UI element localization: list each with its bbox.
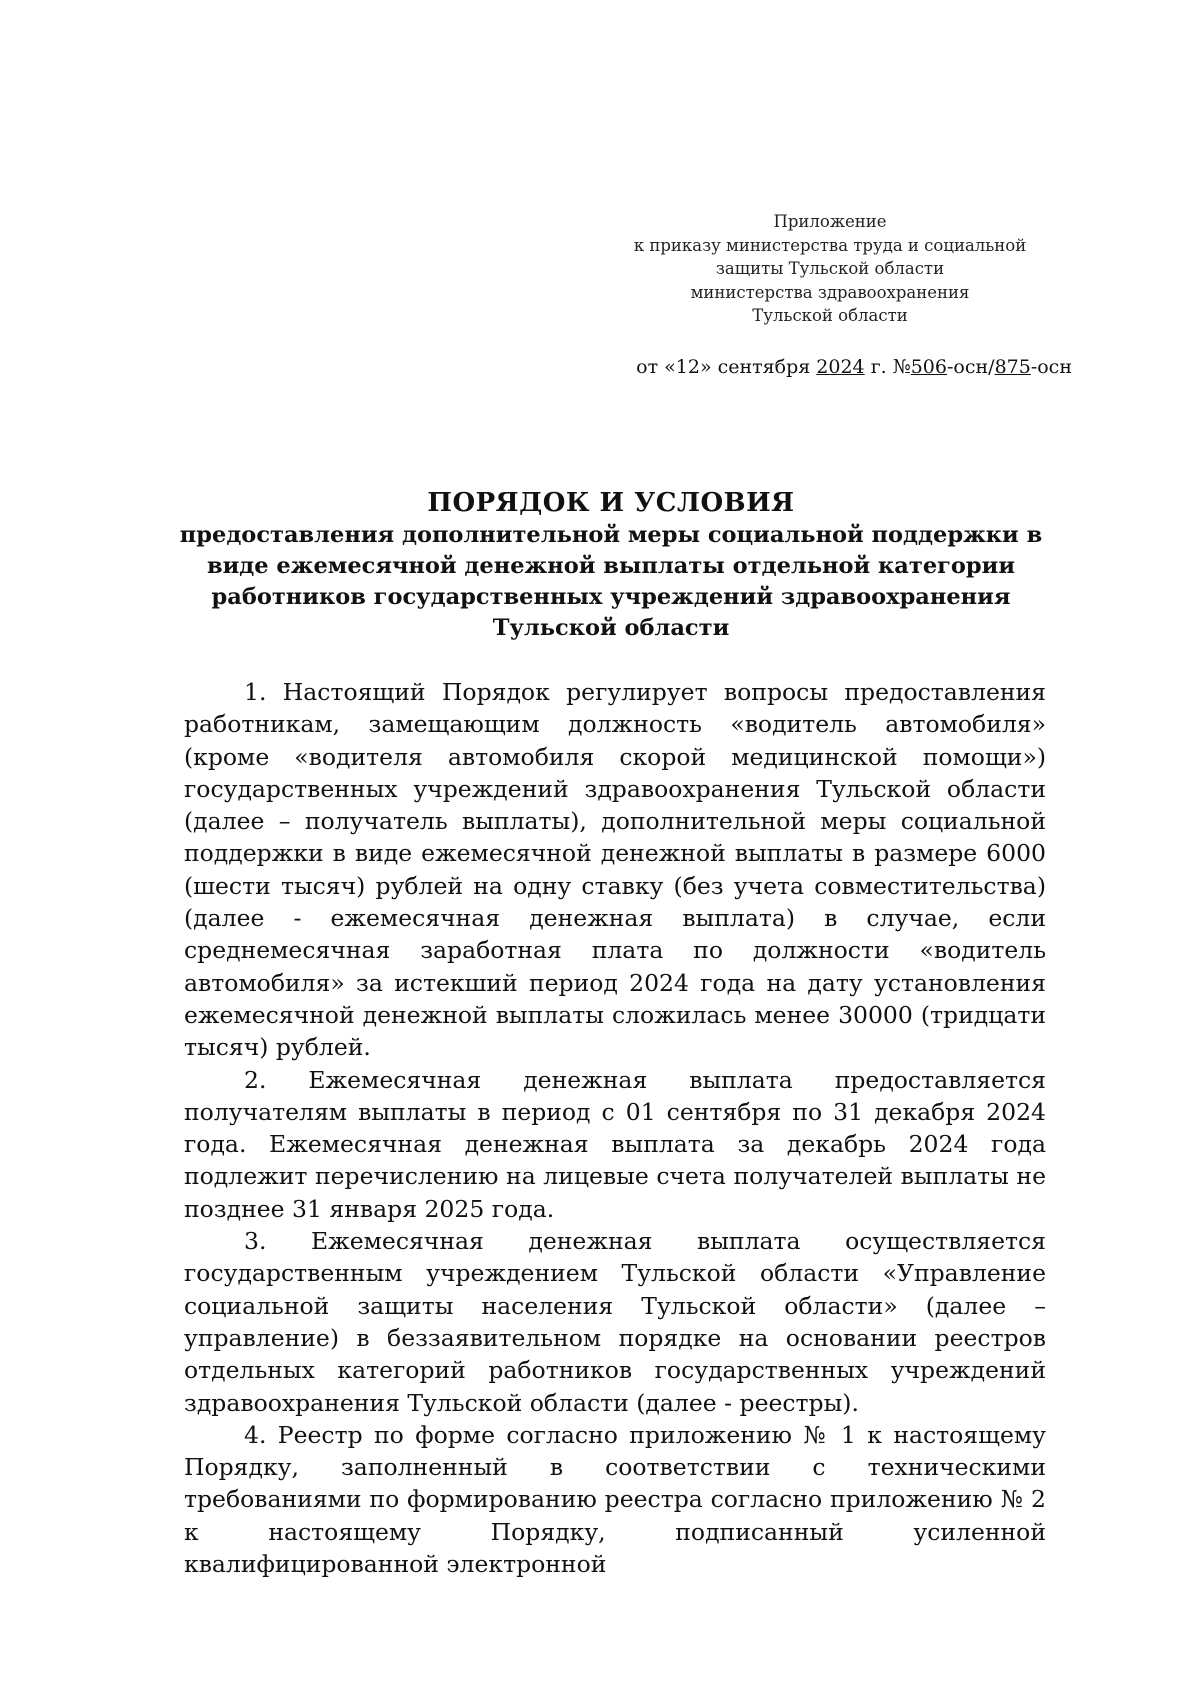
- annex-line: министерства здравоохранения: [690, 282, 970, 302]
- annex-line: Тульской области: [752, 306, 908, 325]
- title-sub-line: предоставления дополнительной меры социальной поддержки в: [179, 522, 1043, 548]
- paragraph-2: 2. Ежемесячная денежная выплата предоставляется получателям выплаты в период с 01 сентября по 31 декабря 2024 года. Ежемесячная денежная выплата за декабрь 2024 года подлежит перечислению на лицевые счета получателей выплаты не позднее 31 января 2025 года.: [184, 1065, 1046, 1223]
- order-number-2: 875: [994, 356, 1031, 378]
- annex-line: к приказу министерства труда и социальной: [633, 235, 1027, 255]
- title-sub-line: Тульской области: [492, 615, 730, 641]
- order-year: 2024: [816, 356, 865, 378]
- annex-line: Приложение: [773, 212, 887, 231]
- paragraph-1: 1. Настоящий Порядок регулирует вопросы предоставления работникам, замещающим должность «водитель автомобиля» (кроме «водителя автомобиля скорой медицинской помощи») государственных учреждений здравоохранения Тульской области (далее – получатель выплаты), дополнительной меры социальной поддержки в виде ежемесячной денежной выплаты в размере 6000 (шести тысяч) рублей на одну ставку (без учета совместительства) (далее - ежемесячная денежная выплата) в случае, если среднемесячная заработная плата по должности «водитель автомобиля» за истекший период 2024 года на дату установления ежемесячной денежной выплаты сложилась менее 30000 (тридцати тысяч) рублей.: [184, 678, 1046, 1062]
- paragraph-3: 3. Ежемесячная денежная выплата осуществляется государственным учреждением Тульской области «Управление социальной защиты населения Тульской области» (далее – управление) в беззаявительном порядке на основании реестров отдельных категорий работников государственных учреждений здравоохранения Тульской области (далее - реестры).: [184, 1227, 1046, 1417]
- document-body: [184, 676, 1046, 1580]
- title-main: ПОРЯДОК И УСЛОВИЯ: [427, 488, 795, 518]
- annex-line: защиты Тульской области: [715, 259, 945, 278]
- order-number-separator: -осн/: [946, 356, 995, 378]
- order-reference: [600, 356, 1072, 378]
- order-number-label: г. №: [864, 356, 911, 378]
- order-number-suffix: -осн: [1030, 356, 1072, 378]
- title-sub-line: виде ежемесячной денежной выплаты отдельной категории: [206, 553, 1016, 579]
- title-sub-line: работников государственных учреждений здравоохранения: [211, 584, 1011, 610]
- document-title: [150, 486, 1072, 644]
- annex-header: [600, 210, 1060, 328]
- order-date-prefix: от «12» сентября: [636, 356, 817, 378]
- order-number-1: 506: [910, 356, 947, 378]
- paragraph-4: 4. Реестр по форме согласно приложению № 1 к настоящему Порядку, заполненный в соответствии с техническими требованиями по формированию реестра согласно приложению № 2 к настоящему Порядку, подписанный усиленной квалифицированной электронной: [184, 1420, 1046, 1579]
